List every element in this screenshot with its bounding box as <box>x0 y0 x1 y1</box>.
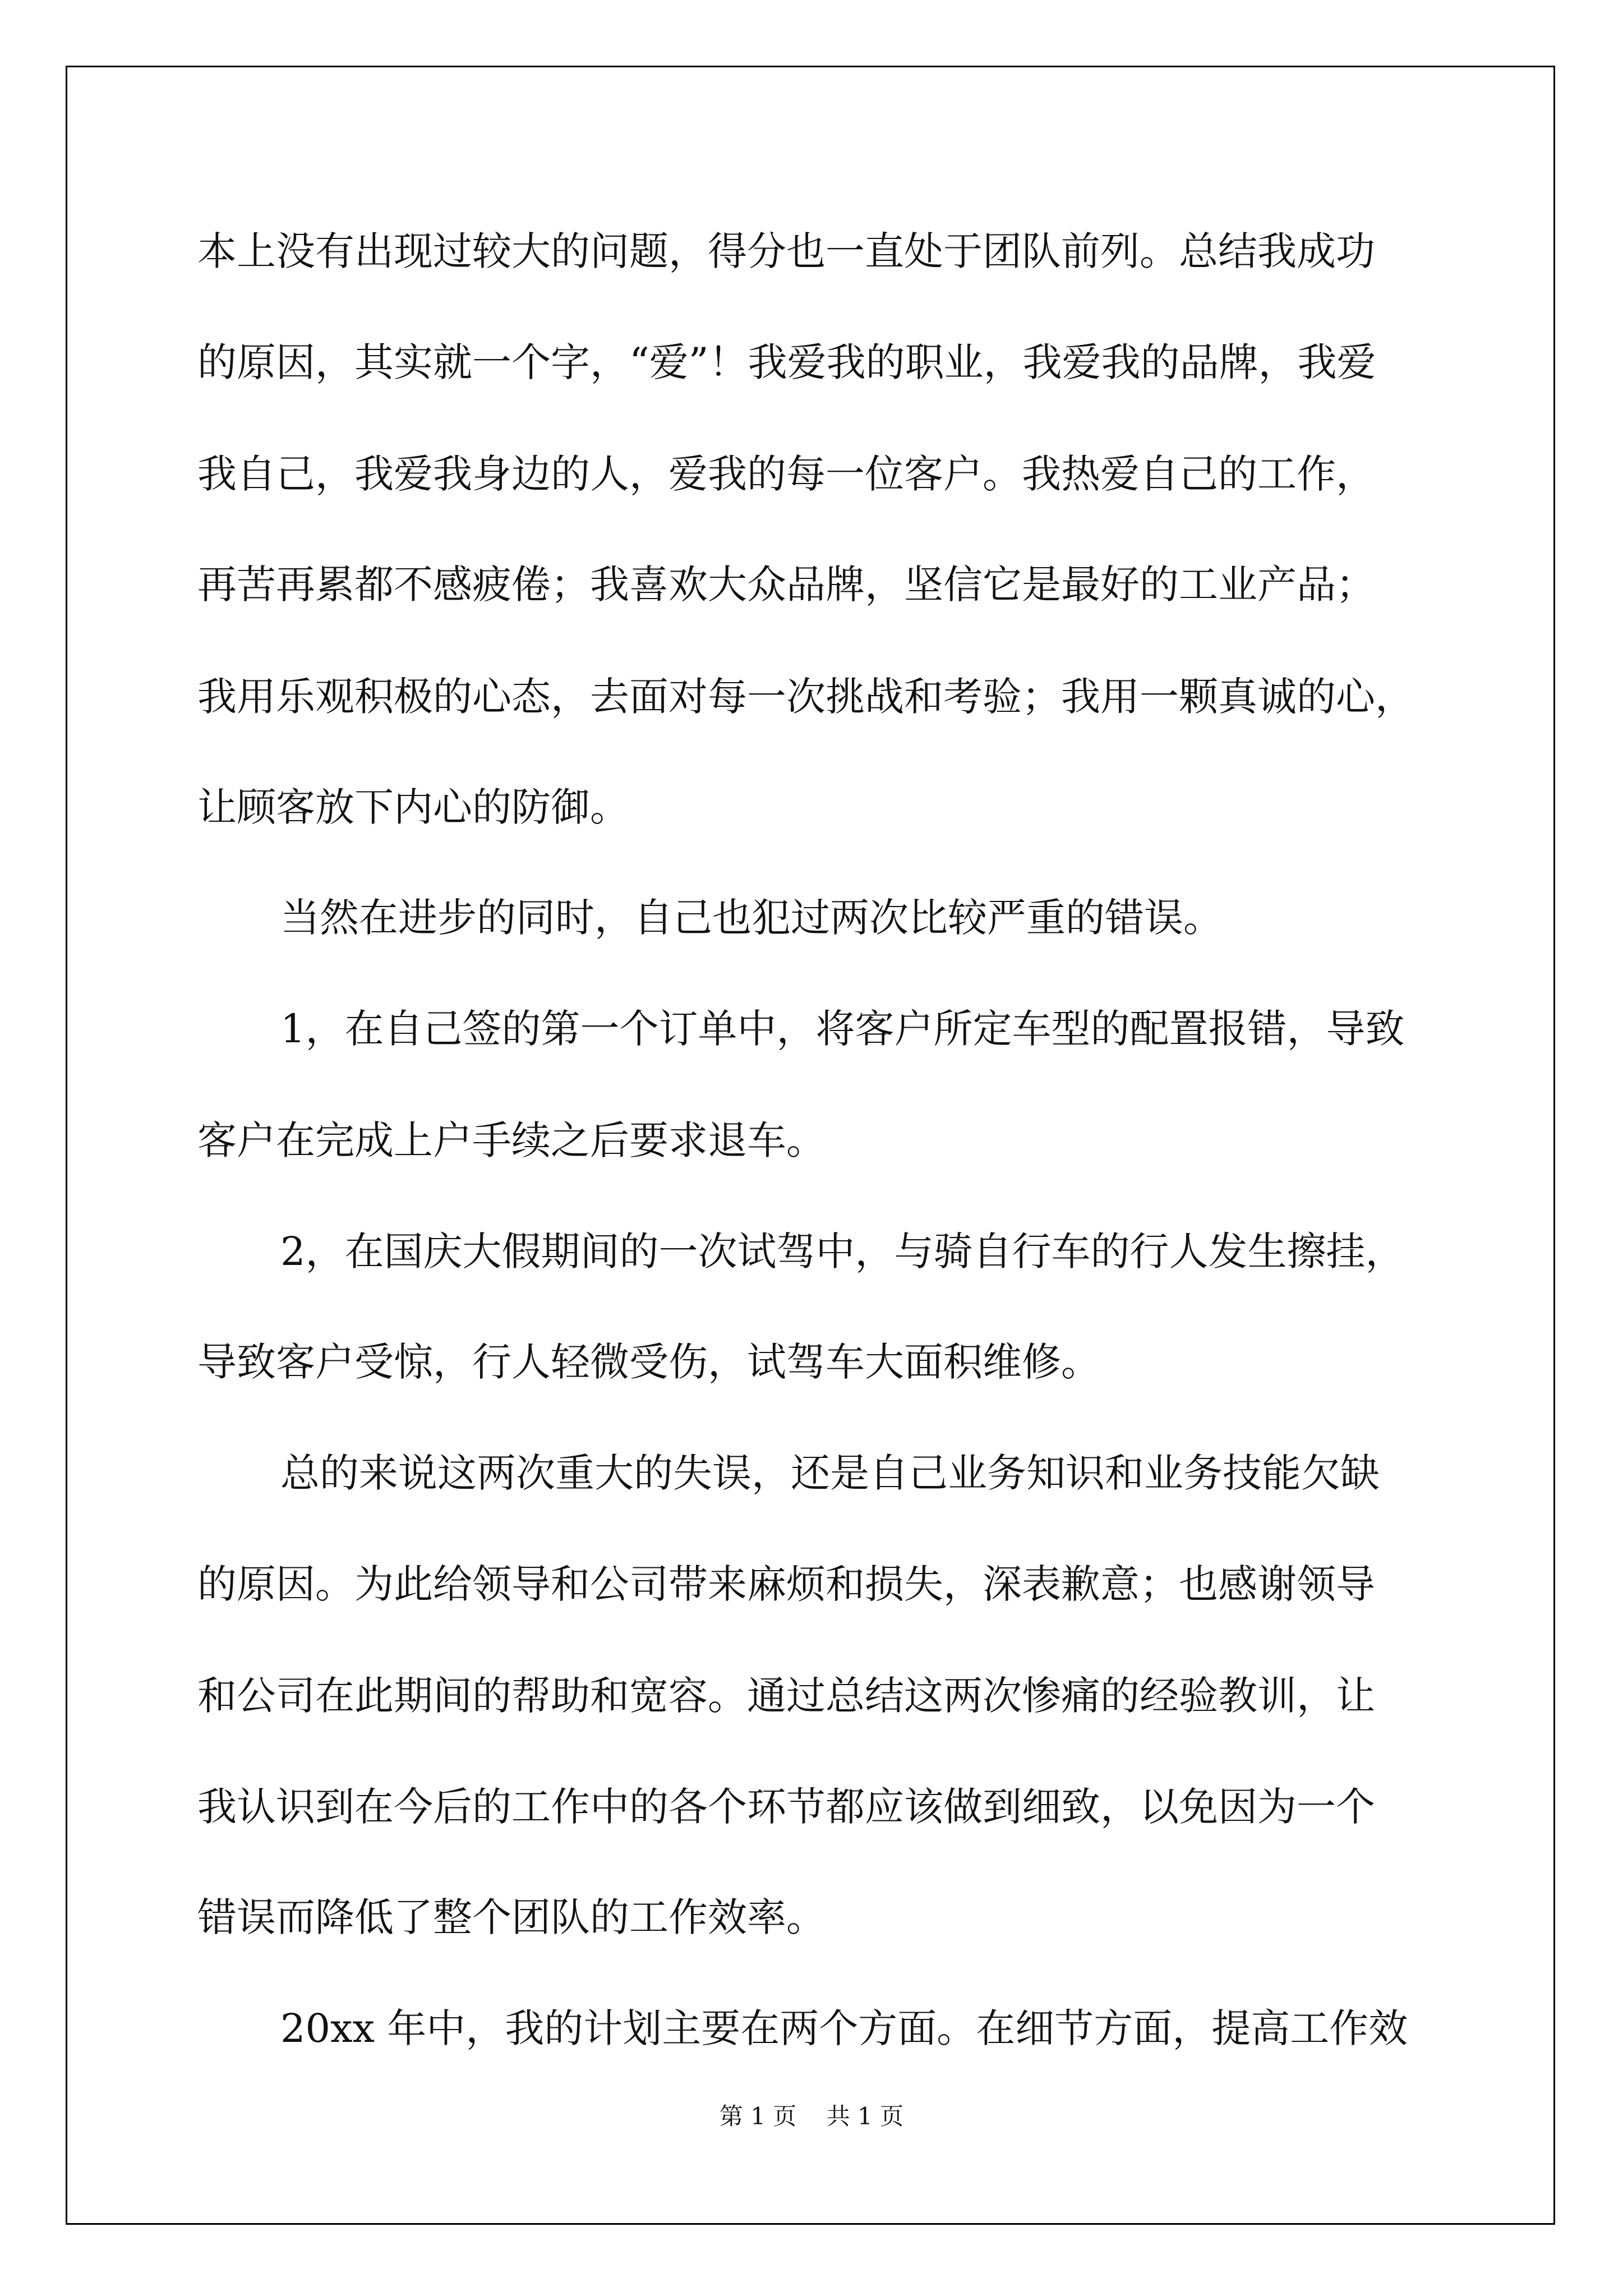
body-line-4: 再苦再累都不感疲倦；我喜欢大众品牌，坚信它是最好的工业产品； <box>197 562 1375 608</box>
body-line-5: 我用乐观积极的心态，去面对每一次挑战和考验；我用一颗真诚的心， <box>197 674 1414 720</box>
page-footer: 第 1 页 共 1 页 <box>719 2102 904 2130</box>
body-line-15: 我认识到在今后的工作中的各个环节都应该做到细致，以免因为一个 <box>197 1784 1375 1830</box>
body-line-2: 的原因，其实就一个字，“爱”！我爱我的职业，我爱我的品牌，我爱 <box>197 339 1376 385</box>
body-line-13: 的原因。为此给领导和公司带来麻烦和损失，深表歉意；也感谢领导 <box>197 1561 1375 1607</box>
body-line-14: 和公司在此期间的帮助和宽容。通过总结这两次惨痛的经验教训，让 <box>197 1673 1375 1719</box>
body-line-9: 客户在完成上户手续之后要求退车。 <box>197 1117 826 1163</box>
body-line-11: 导致客户受惊，行人轻微受伤，试驾车大面积维修。 <box>197 1339 1100 1385</box>
body-line-16: 错误而降低了整个团队的工作效率。 <box>197 1894 826 1940</box>
body-line-3: 我自己，我爱我身边的人，爱我的每一位客户。我热爱自己的工作， <box>197 451 1375 497</box>
body-line-10: 2，在国庆大假期间的一次试驾中，与骑自行车的行人发生擦挂， <box>280 1228 1405 1274</box>
body-line-17: 20xx 年中，我的计划主要在两个方面。在细节方面，提高工作效 <box>280 2005 1408 2051</box>
body-line-12: 总的来说这两次重大的失误，还是自己业务知识和业务技能欠缺 <box>280 1450 1380 1496</box>
body-line-7: 当然在进步的同时，自己也犯过两次比较严重的错误。 <box>280 895 1223 941</box>
body-line-6: 让顾客放下内心的防御。 <box>197 784 629 830</box>
body-line-1: 本上没有出现过较大的问题，得分也一直处于团队前列。总结我成功 <box>197 228 1375 274</box>
body-line-8: 1，在自己签的第一个订单中，将客户所定车型的配置报错，导致 <box>280 1006 1405 1052</box>
